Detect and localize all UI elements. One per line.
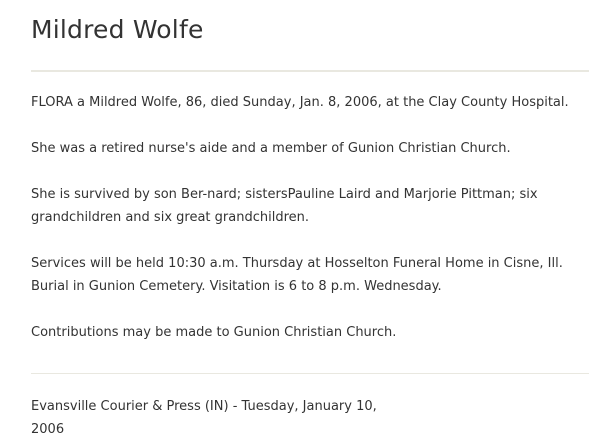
title-divider <box>31 70 589 72</box>
page-title: Mildred Wolfe <box>31 15 204 44</box>
obituary-body <box>31 91 571 367</box>
paragraph-survivors: She is survived by son Ber-nard; sistersPauline Laird and Marjorie Pittman; six grandchildren and six great grandchildren. <box>31 187 538 225</box>
paragraph-occupation: She was a retired nurse's aide and a member of Gunion Christian Church. <box>31 141 511 156</box>
source-divider <box>31 373 589 374</box>
source-citation: Evansville Courier & Press (IN) - Tuesday, January 10, 2006 <box>31 399 377 437</box>
paragraph-contributions: Contributions may be made to Gunion Christian Church. <box>31 325 397 340</box>
paragraph-services: Services will be held 10:30 a.m. Thursday at Hosselton Funeral Home in Cisne, Ill. Burial in Gunion Cemetery. Visitation is 6 to 8 p.m. Wednesday. <box>31 256 563 294</box>
paragraph-death-notice: FLORA a Mildred Wolfe, 86, died Sunday, Jan. 8, 2006, at the Clay County Hospital. <box>31 95 569 110</box>
